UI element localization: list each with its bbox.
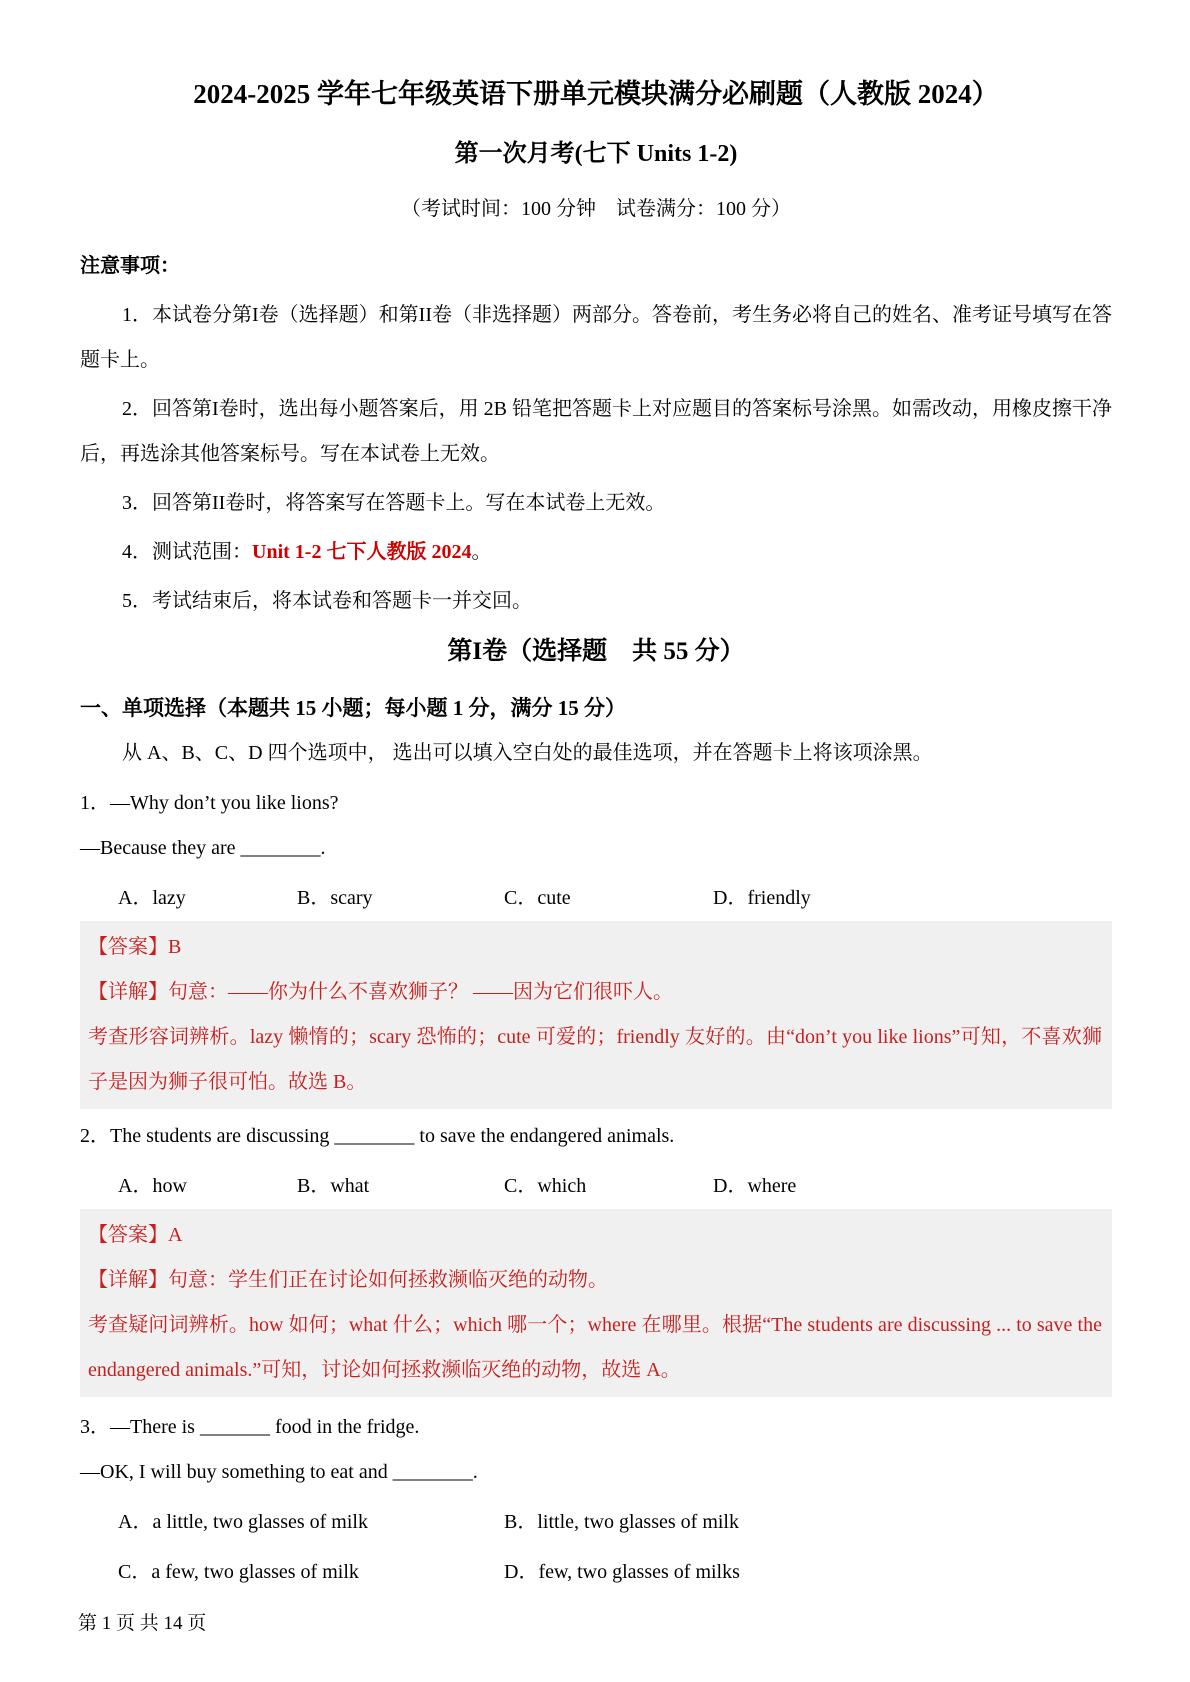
- notice-item-4: [80, 530, 1112, 575]
- part-1-heading: 一、单项选择（本题共 15 小题；每小题 1 分，满分 15 分）: [80, 696, 626, 720]
- question-1-answer-value: B: [168, 936, 182, 958]
- question-3-stem-line-2: —OK, I will buy something to eat and ________.: [80, 1461, 478, 1483]
- question-3-stem-line-1: 3．—There is _______ food in the fridge.: [80, 1416, 420, 1438]
- question-2-option-d: D．where: [713, 1175, 797, 1197]
- question-1-stem-line-1: 1．—Why don’t you like lions?: [80, 792, 339, 814]
- question-1-options-row: [80, 876, 1112, 921]
- question-2-detail-text: 句意：学生们正在讨论如何拯救濒临灭绝的动物。: [168, 1269, 608, 1291]
- question-1-option-c: C．cute: [504, 887, 571, 909]
- page-subtitle: 第一次月考(七下 Units 1-2): [454, 141, 738, 167]
- question-1-stem-line-2: —Because they are ________.: [80, 837, 326, 859]
- notice-item-3: 3．回答第II卷时，将答案写在答题卡上。写在本试卷上无效。: [122, 492, 666, 514]
- question-1-detail-text: 句意：——你为什么不喜欢狮子？ ——因为它们很吓人。: [168, 981, 673, 1003]
- question-2-options-row: [80, 1164, 1112, 1209]
- question-2-option-b: B．what: [297, 1175, 370, 1197]
- answer-label: 【答案】: [88, 1224, 168, 1246]
- question-1-answer-box: [80, 921, 1112, 1109]
- exam-info: （考试时间：100 分钟 试卷满分：100 分）: [401, 198, 791, 220]
- page-title: 2024-2025 学年七年级英语下册单元模块满分必刷题（人教版 2024）: [193, 79, 999, 109]
- notice-item-4-test-range: Unit 1-2 七下人教版 2024: [252, 541, 472, 563]
- question-3-option-b: B．little, two glasses of milk: [504, 1511, 739, 1533]
- question-1-answer-line: [88, 925, 1102, 970]
- question-3-option-c: C．a few, two glasses of milk: [118, 1561, 359, 1583]
- question-3-options-row-2: [80, 1550, 1112, 1595]
- section-1-title: 第I卷（选择题 共 55 分）: [447, 638, 745, 665]
- question-1-detail-line: [88, 970, 1102, 1015]
- question-1-option-b: B．scary: [297, 887, 373, 909]
- detail-label: 【详解】: [88, 1269, 168, 1291]
- question-3-option-d: D．few, two glasses of milks: [504, 1561, 740, 1583]
- question-2-stem-line-1: 2．The students are discussing ________ to save the endangered animals.: [80, 1125, 675, 1147]
- question-2-detail-line: [88, 1258, 1102, 1303]
- question-3-options-row-1: [80, 1500, 1112, 1545]
- notice-heading: 注意事项：: [80, 255, 180, 277]
- part-1-instruction: 从 A、B、C、D 四个选项中， 选出可以填入空白处的最佳选项，并在答题卡上将该项涂黑。: [122, 742, 933, 764]
- answer-label: 【答案】: [88, 936, 168, 958]
- detail-label: 【详解】: [88, 981, 168, 1003]
- notice-item-4-prefix: 4．测试范围：: [122, 541, 252, 563]
- question-2-answer-value: A: [168, 1224, 183, 1246]
- question-2-option-c: C．which: [504, 1175, 587, 1197]
- question-2-answer-box: [80, 1209, 1112, 1397]
- notice-item-4-suffix: 。: [471, 541, 492, 563]
- question-2-answer-line: [88, 1213, 1102, 1258]
- question-3-option-a: A．a little, two glasses of milk: [118, 1511, 368, 1533]
- notice-item-1: 1．本试卷分第I卷（选择题）和第II卷（非选择题）两部分。答卷前，考生务必将自己的姓名、准考证号填写在答题卡上。: [80, 304, 1112, 371]
- question-2-analysis-text: 考查疑问词辨析。how 如何；what 什么；which 哪一个；where 在哪里。根据“The students are discussing ... to save the endangered animals.”可知，讨论如何拯救濒临灭绝的动物，故选 A。: [88, 1314, 1102, 1381]
- page-number-footer: 第 1 页 共 14 页: [78, 1613, 207, 1634]
- question-1-option-d: D．friendly: [713, 887, 811, 909]
- notice-item-2: 2．回答第I卷时，选出每小题答案后，用 2B 铅笔把答题卡上对应题目的答案标号涂黑。如需改动，用橡皮擦干净后，再选涂其他答案标号。写在本试卷上无效。: [80, 398, 1112, 465]
- question-1-analysis-text: 考查形容词辨析。lazy 懒惰的；scary 恐怖的；cute 可爱的；friendly 友好的。由“don’t you like lions”可知，不喜欢狮子是因为狮子很可怕。故选 B。: [88, 1026, 1102, 1093]
- question-2-option-a: A．how: [118, 1175, 187, 1197]
- question-1-option-a: A．lazy: [118, 887, 186, 909]
- notice-item-5: 5．考试结束后，将本试卷和答题卡一并交回。: [122, 590, 532, 612]
